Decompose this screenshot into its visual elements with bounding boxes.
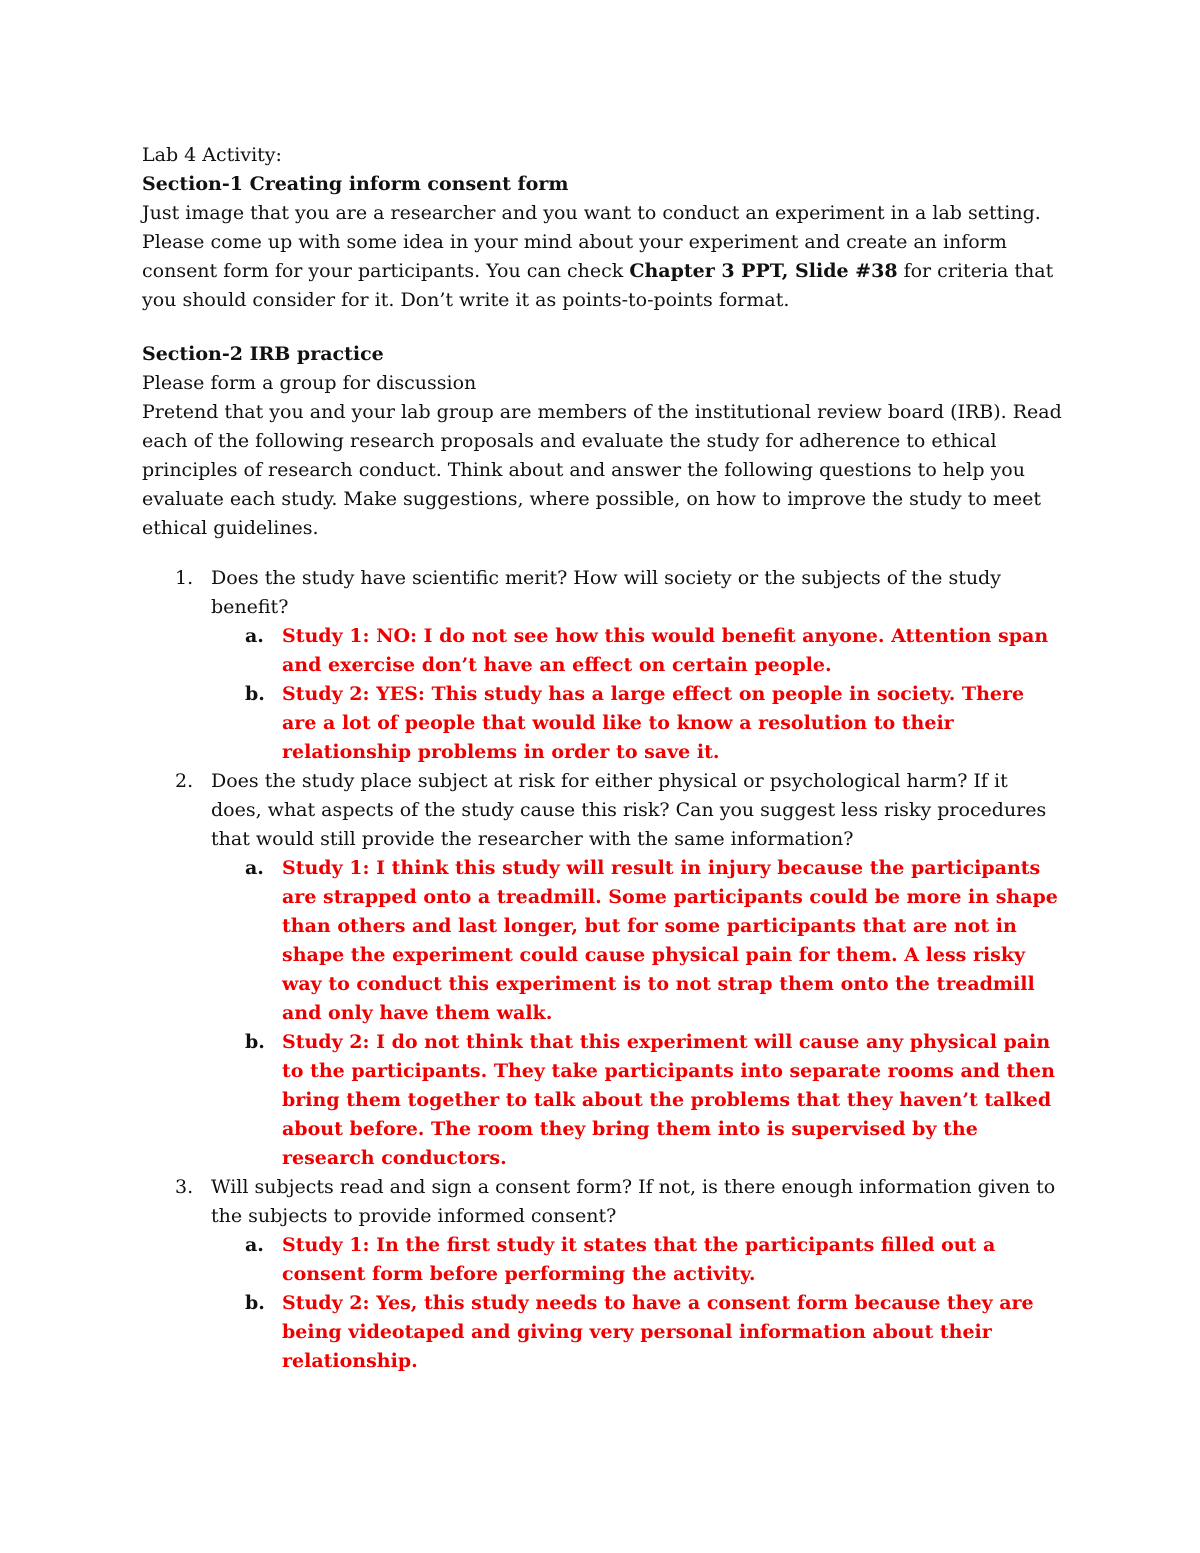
- answer-item: [211, 1231, 1062, 1289]
- answer-list: [211, 854, 1062, 1173]
- document-body: [142, 141, 1062, 1376]
- section1-text-part2: for criteria that you should consider for it. Don’t write it as points-to-points format.: [142, 260, 1054, 311]
- answer-text: Study 2: I do not think that this experiment will cause any physical pain to the participants. They take participants into separate rooms and then bring them together to talk about the problems that they haven’t talked about before. The room they bring them into is supervised by the research conductors.: [282, 1031, 1055, 1169]
- question-list: [142, 564, 1062, 1376]
- answer-item: [211, 854, 1062, 1028]
- question-text: Will subjects read and sign a consent form? If not, is there enough information given to the subjects to provide informed consent?: [211, 1176, 1056, 1227]
- answer-text: Study 1: In the first study it states that the participants filled out a consent form before performing the activity.: [282, 1234, 996, 1285]
- question-number: 3.: [175, 1176, 194, 1198]
- section2-subheading: Please form a group for discussion: [142, 372, 477, 394]
- question-item: [142, 564, 1062, 767]
- question-item: [142, 767, 1062, 1173]
- answer-item: [211, 1028, 1062, 1173]
- answer-text: Study 2: YES: This study has a large effect on people in society. There are a lot of people that would like to know a resolution to their relationship problems in order to save it.: [282, 683, 1025, 763]
- section2-intro: Pretend that you and your lab group are members of the institutional review board (IRB). Read each of the following research proposals and evaluate the study for adherence to ethical principles of research conduct. Think about and answer the following questions to help you evaluate each study. Make suggestions, where possible, on how to improve the study to meet ethical guidelines.: [142, 401, 1062, 539]
- answer-letter: b.: [245, 683, 265, 705]
- answer-text: Study 1: I think this study will result in injury because the participants are strapped onto a treadmill. Some participants could be more in shape than others and last longer, but for some participants that are not in shape the experiment could cause physical pain for them. A less risky way to conduct this experiment is to not strap them onto the treadmill and only have them walk.: [282, 857, 1058, 1024]
- answer-letter: b.: [245, 1031, 265, 1053]
- answer-letter: a.: [245, 1234, 264, 1256]
- question-item: [142, 1173, 1062, 1376]
- answer-letter: a.: [245, 857, 264, 879]
- question-text: Does the study place subject at risk for either physical or psychological harm? If it does, what aspects of the study cause this risk? Can you suggest less risky procedures that would still provide the researcher with the same information?: [211, 770, 1047, 850]
- answer-item: [211, 622, 1062, 680]
- section2-heading: Section-2 IRB practice: [142, 343, 384, 365]
- answer-letter: b.: [245, 1292, 265, 1314]
- answer-list: [211, 622, 1062, 767]
- document-title: Lab 4 Activity:: [142, 144, 282, 166]
- section1-text-bold: Chapter 3 PPT, Slide #38: [629, 260, 898, 282]
- question-number: 2.: [175, 770, 194, 792]
- section-spacer: [142, 315, 1062, 340]
- answer-letter: a.: [245, 625, 264, 647]
- section1-heading: Section-1 Creating inform consent form: [142, 173, 569, 195]
- answer-text: Study 1: NO: I do not see how this would benefit anyone. Attention span and exercise don’t have an effect on certain people.: [282, 625, 1049, 676]
- answer-item: [211, 680, 1062, 767]
- answer-text: Study 2: Yes, this study needs to have a consent form because they are being videotaped and giving very personal information about their relationship.: [282, 1292, 1034, 1372]
- answer-list: [211, 1231, 1062, 1376]
- section1-paragraph: [142, 199, 1062, 315]
- question-number: 1.: [175, 567, 194, 589]
- answer-item: [211, 1289, 1062, 1376]
- question-text: Does the study have scientific merit? How will society or the subjects of the study benefit?: [211, 567, 1001, 618]
- section1-text-part1: Just image that you are a researcher and you want to conduct an experiment in a lab setting. Please come up with some idea in your mind about your experiment and create an inform consent form for your participants. You can check: [142, 202, 1041, 282]
